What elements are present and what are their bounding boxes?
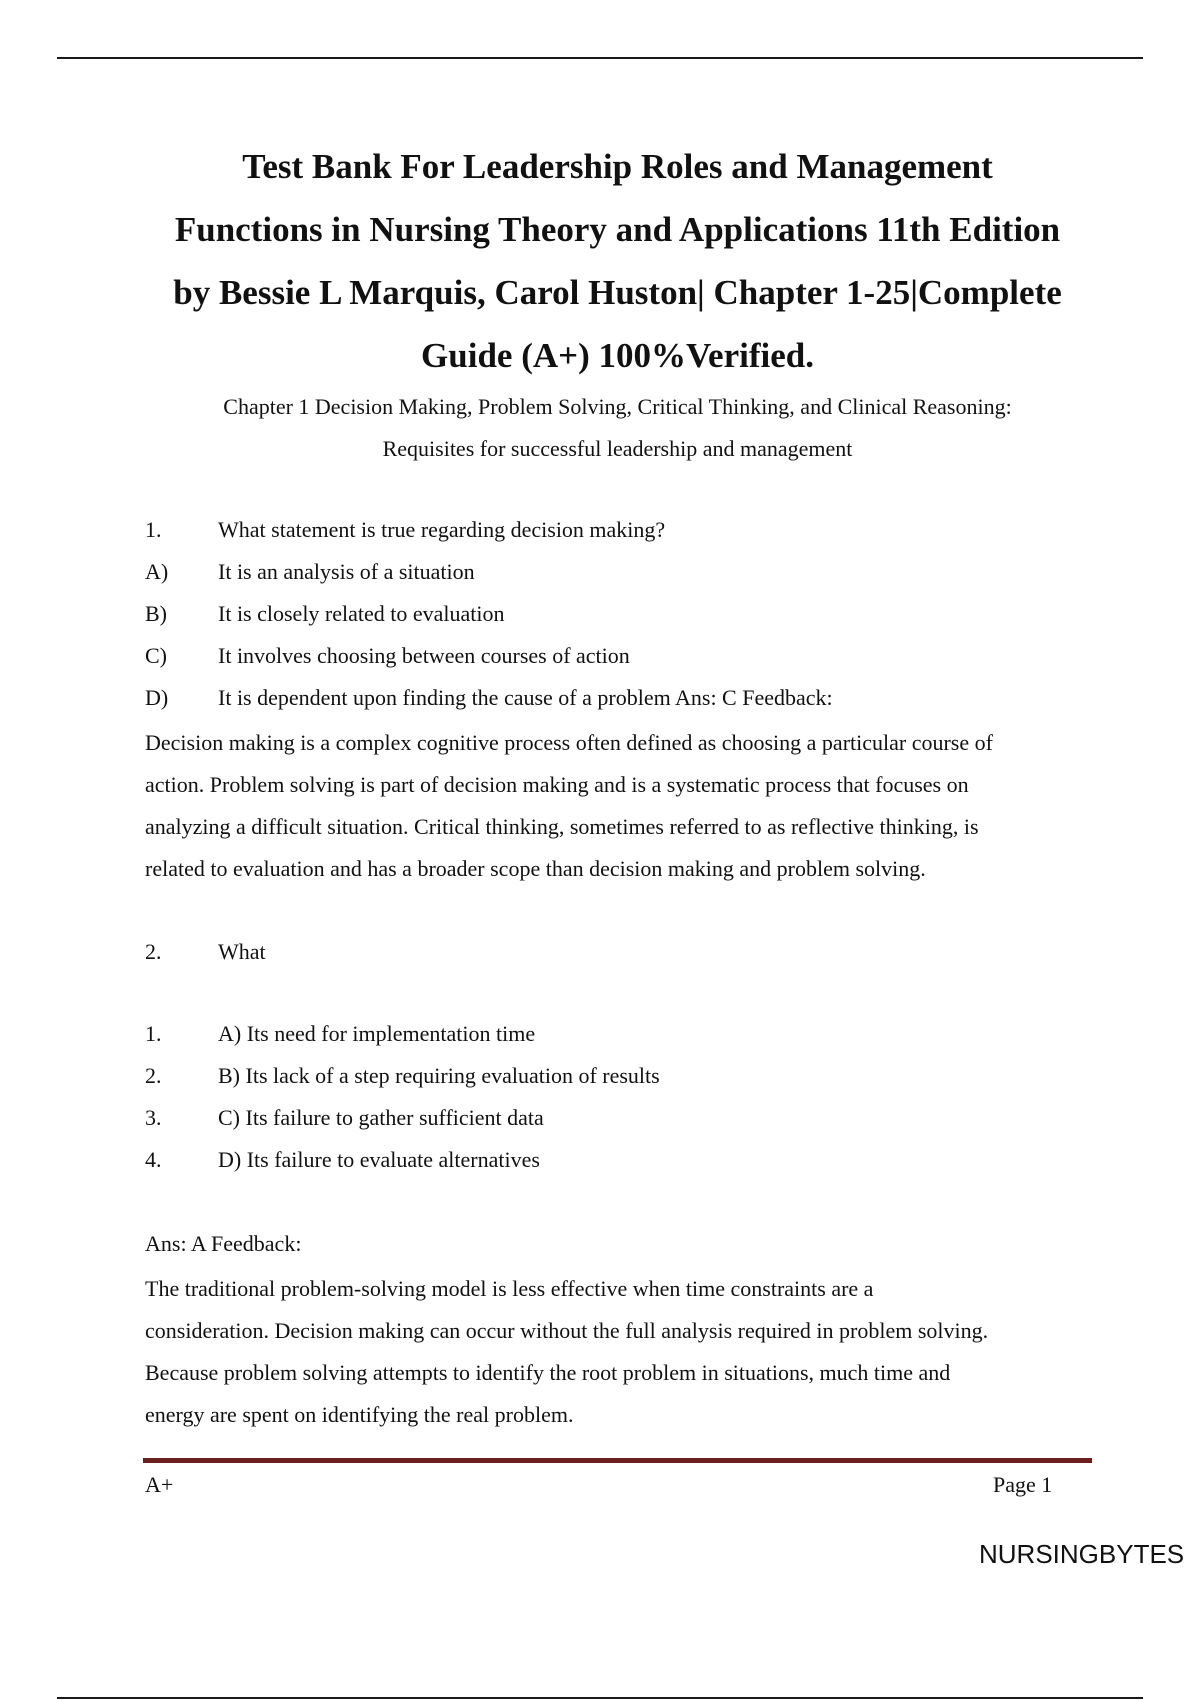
chapter-line: Chapter 1 Decision Making, Problem Solving, Critical Thinking, and Clinical Reasoning: xyxy=(223,394,1012,419)
top-rule xyxy=(57,57,1143,59)
option-label: D) xyxy=(145,685,169,710)
question-2-option-1 xyxy=(145,1019,535,1049)
feedback-line: related to evaluation and has a broader scope than decision making and problem solving. xyxy=(145,856,926,881)
title-line: Functions in Nursing Theory and Applications 11th Edition xyxy=(174,210,1061,249)
document-title xyxy=(120,135,1115,387)
option-label: 2. xyxy=(145,1063,162,1088)
option-label: B) xyxy=(145,601,167,626)
question-2-feedback xyxy=(145,1268,1085,1436)
feedback-line: Decision making is a complex cognitive process often defined as choosing a particular course of xyxy=(145,730,993,755)
option-label: A) xyxy=(145,559,169,584)
option-text: It is closely related to evaluation xyxy=(218,601,505,626)
feedback-line: action. Problem solving is part of decision making and is a systematic process that focuses on xyxy=(145,772,969,797)
question-1-feedback xyxy=(145,722,1085,890)
option-label: 3. xyxy=(145,1105,162,1130)
question-1-option-c xyxy=(145,641,630,671)
footer-bar xyxy=(143,1458,1092,1463)
question-2-option-2 xyxy=(145,1061,660,1091)
question-2-option-3 xyxy=(145,1103,544,1133)
question-number: 1. xyxy=(145,517,162,542)
feedback-line: energy are spent on identifying the real problem. xyxy=(145,1402,574,1427)
option-text: It involves choosing between courses of action xyxy=(218,643,630,668)
page-number: Page 1 xyxy=(993,1472,1053,1497)
option-text: A) Its need for implementation time xyxy=(218,1021,536,1046)
question-number: 2. xyxy=(145,939,162,964)
option-text: It is an analysis of a situation xyxy=(218,559,475,584)
feedback-line: analyzing a difficult situation. Critical thinking, sometimes referred to as reflective thinking, is xyxy=(145,814,979,839)
bottom-rule xyxy=(57,1697,1143,1699)
title-line: Test Bank For Leadership Roles and Management xyxy=(242,147,993,186)
question-1-option-a xyxy=(145,557,475,587)
option-label: 4. xyxy=(145,1147,162,1172)
option-text: It is dependent upon finding the cause of a problem Ans: C Feedback: xyxy=(218,685,833,710)
title-line: Guide (A+) 100%Verified. xyxy=(421,336,814,375)
question-1-option-d xyxy=(145,683,833,713)
footer-grade: A+ xyxy=(145,1472,174,1497)
option-label: C) xyxy=(145,643,167,668)
option-text: C) Its failure to gather sufficient data xyxy=(218,1105,544,1130)
title-line: by Bessie L Marquis, Carol Huston| Chapter 1-25|Complete xyxy=(173,273,1062,312)
question-2-option-4 xyxy=(145,1145,540,1175)
question-2 xyxy=(145,937,266,967)
question-text: What statement is true regarding decision making? xyxy=(218,517,666,542)
feedback-line: consideration. Decision making can occur without the full analysis required in problem solving. xyxy=(145,1318,989,1343)
option-text: D) Its failure to evaluate alternatives xyxy=(218,1147,540,1172)
chapter-line: Requisites for successful leadership and management xyxy=(382,436,853,461)
option-text: B) Its lack of a step requiring evaluation of results xyxy=(218,1063,660,1088)
question-1 xyxy=(145,515,665,545)
feedback-line: The traditional problem-solving model is less effective when time constraints are a xyxy=(145,1276,874,1301)
chapter-heading xyxy=(120,386,1115,470)
question-1-option-b xyxy=(145,599,505,629)
option-label: 1. xyxy=(145,1021,162,1046)
question-2-answer: Ans: A Feedback: xyxy=(145,1231,302,1256)
watermark: NURSINGBYTES xyxy=(979,1539,1185,1569)
question-text: What xyxy=(218,939,266,964)
feedback-line: Because problem solving attempts to identify the root problem in situations, much time and xyxy=(145,1360,951,1385)
